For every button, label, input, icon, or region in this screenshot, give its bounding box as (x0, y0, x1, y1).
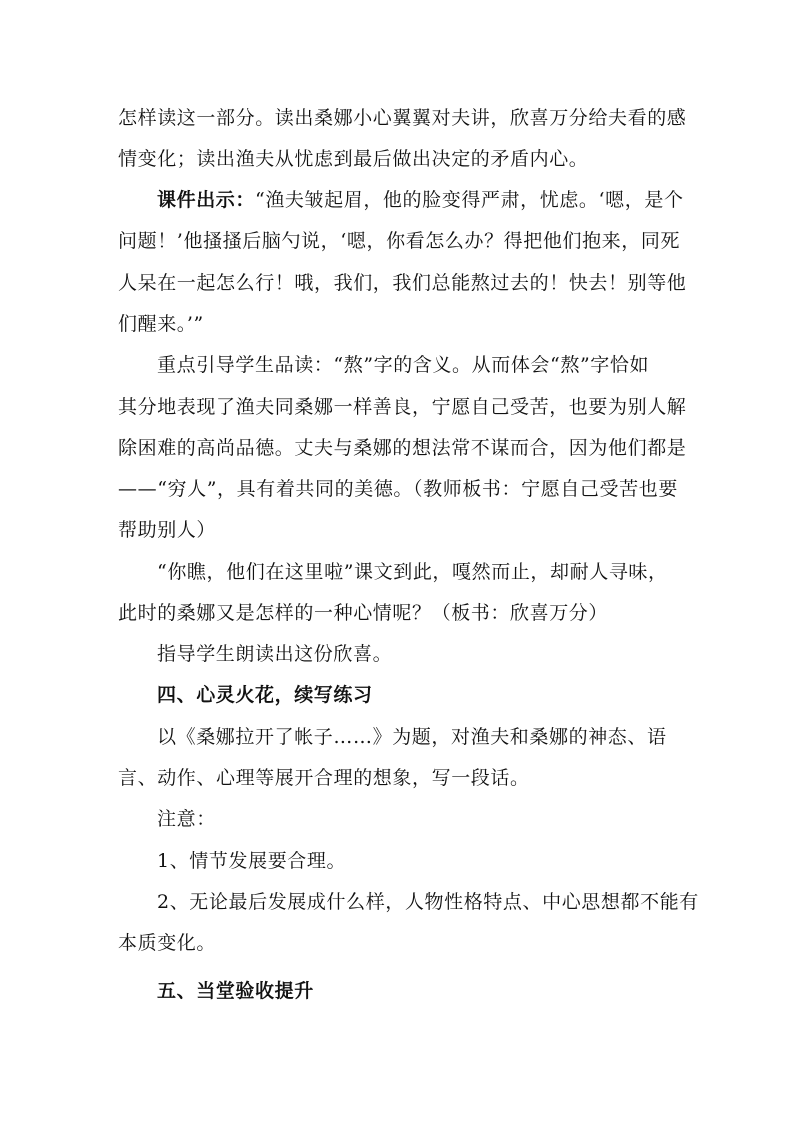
text-line: “你瞧，他们在这里啦”课文到此，嘎然而止，却耐人寻味， (157, 561, 668, 583)
text-line: 言、动作、心理等展开合理的想象，写一段话。 (118, 767, 530, 789)
text-line: 指导学生朗读出这份欣喜。 (157, 643, 393, 665)
text-line: 问题！’他搔搔后脑勺说，‘嗯，你看怎么办？得把他们抱来，同死 (118, 230, 681, 252)
text-line: 怎样读这一部分。读出桑娜小心翼翼对夫讲，欣喜万分给夫看的感 (118, 107, 687, 129)
text-line: 情变化；读出渔夫从忧虑到最后做出决定的矛盾内心。 (118, 148, 589, 170)
text-line: 人呆在一起怎么行！哦，我们，我们总能熬过去的！快去！别等他 (118, 272, 687, 294)
text-line: 其分地表现了渔夫同桑娜一样善良，宁愿自己受苦，也要为别人解 (118, 396, 687, 418)
text-line: 以《桑娜拉开了帐子……》为题，对渔夫和桑娜的神态、语 (157, 726, 667, 748)
text-line: 此时的桑娜又是怎样的一种心情呢？（板书：欣喜万分） (118, 602, 609, 624)
section-heading: 四、心灵火花，续写练习 (157, 684, 373, 706)
text-line: 注意： (157, 808, 216, 830)
section-heading: 五、当堂验收提升 (157, 980, 314, 1002)
text-line: 帮助别人） (118, 519, 217, 541)
text-line: 们醒来。’” (118, 313, 204, 335)
list-item: 1、情节发展要合理。 (157, 850, 347, 872)
list-item: 2、无论最后发展成什么样，人物性格特点、中心思想都不能有 (157, 891, 699, 913)
label-courseware: 课件出示： (157, 189, 256, 211)
text-line: ——“穷人”，具有着共同的美德。（教师板书：宁愿自己受苦也要 (118, 478, 678, 500)
text-line: 本质变化。 (118, 932, 217, 954)
text-line: 课件出示：“渔夫皱起眉，他的脸变得严肃，忧虑。‘嗯，是个 (157, 189, 684, 211)
text-line: 重点引导学生品读：“熬”字的含义。从而体会“熬”字恰如 (157, 354, 650, 376)
text-line: 除困难的高尚品德。丈夫与桑娜的想法常不谋而合，因为他们都是 (118, 437, 687, 459)
